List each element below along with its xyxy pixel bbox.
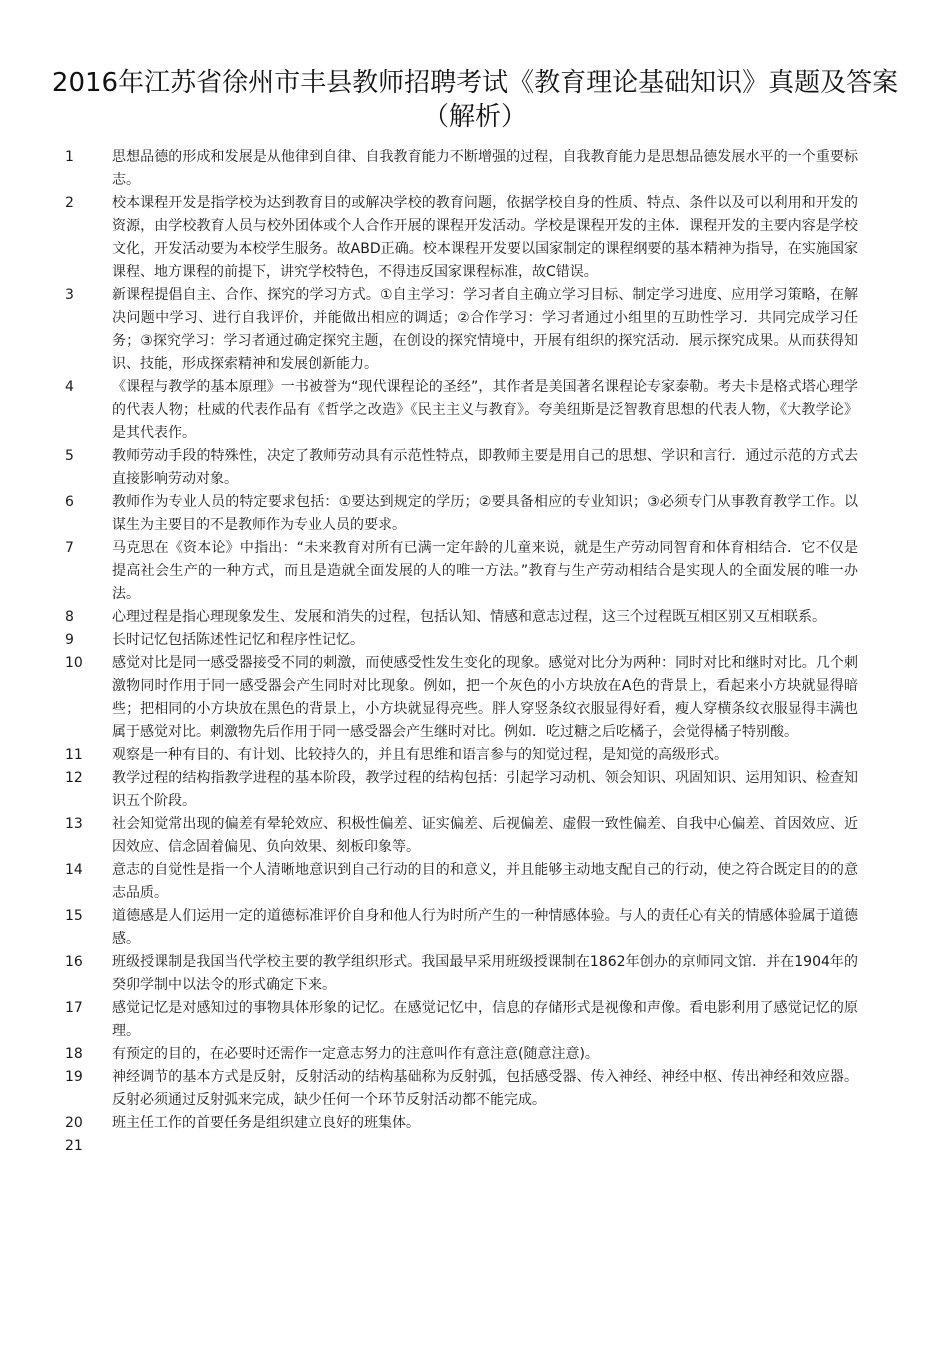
answer-item-7 — [0, 537, 950, 606]
answer-number: 6 — [65, 494, 74, 510]
answer-item-8 — [0, 606, 950, 629]
page-title: 2016年江苏省徐州市丰县教师招聘考试《教育理论基础知识》真题及答案（解析） — [51, 68, 899, 132]
answer-number: 8 — [65, 609, 74, 625]
answer-number: 2 — [65, 195, 74, 211]
answer-text: 班主任工作的首要任务是组织建立良好的班集体。 — [112, 1115, 420, 1131]
answer-item-14 — [0, 859, 950, 905]
answer-number: 14 — [65, 862, 83, 878]
answer-number: 9 — [65, 632, 74, 648]
answer-number: 16 — [65, 954, 83, 970]
answer-text: 校本课程开发是指学校为达到教育目的或解决学校的教育问题，依据学校自身的性质、特点、条件以及可以利用和开发的资源，由学校教育人员与校外团体或个人合作开展的课程开发活动。学校是课程开发的主体．课程开发的主要内容是学校文化，开发活动要为本校学生服务。故ABD正确。校本课程开发要以国家制定的课程纲要的基本精神为指导，在实施国家课程、地方课程的前提下，讲究学校特色，不得违反国家课程标准，故C错误。 — [112, 195, 858, 280]
answer-item-6 — [0, 491, 950, 537]
answer-item-3 — [0, 284, 950, 376]
answer-item-20 — [0, 1112, 950, 1135]
answer-text: 感觉记忆是对感知过的事物具体形象的记忆。在感觉记忆中，信息的存储形式是视像和声像。看电影利用了感觉记忆的原理。 — [112, 1000, 858, 1039]
answer-item-2 — [0, 192, 950, 284]
answer-item-5 — [0, 445, 950, 491]
answer-number: 15 — [65, 908, 83, 924]
answer-item-10 — [0, 652, 950, 744]
answer-text: 心理过程是指心理现象发生、发展和消失的过程，包括认知、情感和意志过程，这三个过程既互相区别又互相联系。 — [112, 609, 826, 625]
answer-text: 社会知觉常出现的偏差有晕轮效应、积极性偏差、证实偏差、后视偏差、虚假一致性偏差、自我中心偏差、首因效应、近因效应、信念固着偏见、负向效果、刻板印象等。 — [112, 816, 858, 855]
answer-text: 有预定的目的，在必要时还需作一定意志努力的注意叫作有意注意(随意注意)。 — [112, 1046, 599, 1062]
answer-number: 19 — [65, 1069, 83, 1085]
answer-text: 感觉对比是同一感受器接受不同的刺激，而使感受性发生变化的现象。感觉对比分为两种：同时对比和继时对比。几个刺激物同时作用于同一感受器会产生同时对比现象。例如，把一个灰色的小方块放在A色的背景上，看起来小方块就显得暗些；把相同的小方块放在黑色的背景上，小方块就显得亮些。胖人穿竖条纹衣服显得好看，瘦人穿横条纹衣服显得丰满也属于感觉对比。刺激物先后作用于同一感受器会产生继时对比。例如．吃过糖之后吃橘子，会觉得橘子特别酸。 — [112, 655, 858, 740]
answer-list — [0, 146, 950, 1158]
answer-number: 7 — [65, 540, 74, 556]
answer-text: 马克思在《资本论》中指出：“未来教育对所有已满一定年龄的儿童来说，就是生产劳动同智育和体育相结合．它不仅是提高社会生产的一种方式，而且是造就全面发展的人的唯一方法。”教育与生产劳动相结合是实现人的全面发展的唯一办法。 — [112, 540, 858, 602]
answer-text: 意志的自觉性是指一个人清晰地意识到自己行动的目的和意义，并且能够主动地支配自己的行动，使之符合既定目的的意志品质。 — [112, 862, 858, 901]
answer-number: 17 — [65, 1000, 83, 1016]
answer-number: 20 — [65, 1115, 83, 1131]
answer-item-11 — [0, 744, 950, 767]
answer-text: 思想品德的形成和发展是从他律到自律、自我教育能力不断增强的过程，自我教育能力是思想品德发展水平的一个重要标志。 — [112, 149, 858, 188]
answer-number: 1 — [65, 149, 74, 165]
answer-text: 教师劳动手段的特殊性，决定了教师劳动具有示范性特点，即教师主要是用自己的思想、学识和言行．通过示范的方式去直接影响劳动对象。 — [112, 448, 858, 487]
answer-number: 12 — [65, 770, 83, 786]
answer-item-18 — [0, 1043, 950, 1066]
answer-item-9 — [0, 629, 950, 652]
answer-item-19 — [0, 1066, 950, 1112]
answer-item-16 — [0, 951, 950, 997]
answer-text: 观察是一种有目的、有计划、比较持久的，并且有思维和语言参与的知觉过程，是知觉的高级形式。 — [112, 747, 728, 763]
answer-text: 教师作为专业人员的特定要求包括：①要达到规定的学历；②要具备相应的专业知识；③必须专门从事教育教学工作。以谋生为主要目的不是教师作为专业人员的要求。 — [112, 494, 858, 533]
answer-number: 4 — [65, 379, 74, 395]
answer-number: 11 — [65, 747, 83, 763]
answer-item-1 — [0, 146, 950, 192]
answer-item-21 — [0, 1135, 950, 1158]
answer-text: 道德感是人们运用一定的道德标准评价自身和他人行为时所产生的一种情感体验。与人的责任心有关的情感体验属于道德感。 — [112, 908, 858, 947]
answer-number: 10 — [65, 655, 83, 671]
answer-item-4 — [0, 376, 950, 445]
answer-number: 3 — [65, 287, 74, 303]
answer-text: 《课程与教学的基本原理》一书被誉为“现代课程论的圣经”，其作者是美国著名课程论专家泰勒。考夫卡是格式塔心理学的代表人物；杜威的代表作品有《哲学之改造》《民主主义与教育》。夸美纽斯是泛智教育思想的代表人物，《大教学论》是其代表作。 — [112, 379, 858, 441]
answer-number: 18 — [65, 1046, 83, 1062]
answer-text: 新课程提倡自主、合作、探究的学习方式。①自主学习：学习者自主确立学习目标、制定学习进度、应用学习策略，在解决问题中学习、进行自我评价，并能做出相应的调适；②合作学习：学习者通过小组里的互助性学习．共同完成学习任务；③探究学习：学习者通过确定探究主题，在创设的探究情境中，开展有组织的探究活动．展示探究成果。从而获得知识、技能，形成探索精神和发展创新能力。 — [112, 287, 858, 372]
answer-item-12 — [0, 767, 950, 813]
answer-item-17 — [0, 997, 950, 1043]
answer-text: 班级授课制是我国当代学校主要的教学组织形式。我国最早采用班级授课制在1862年创办的京师同文馆．并在1904年的癸卯学制中以法令的形式确定下来。 — [112, 954, 858, 993]
answer-number: 13 — [65, 816, 83, 832]
answer-number: 21 — [65, 1138, 83, 1154]
answer-text: 长时记忆包括陈述性记忆和程序性记忆。 — [112, 632, 364, 648]
answer-number: 5 — [65, 448, 74, 464]
answer-item-13 — [0, 813, 950, 859]
answer-text: 神经调节的基本方式是反射，反射活动的结构基础称为反射弧，包括感受器、传入神经、神经中枢、传出神经和效应器。反射必须通过反射弧来完成，缺少任何一个环节反射活动都不能完成。 — [112, 1069, 858, 1108]
answer-text: 教学过程的结构指教学进程的基本阶段，教学过程的结构包括：引起学习动机、领会知识、巩固知识、运用知识、检查知识五个阶段。 — [112, 770, 858, 809]
answer-text — [112, 1135, 858, 1158]
answer-item-15 — [0, 905, 950, 951]
